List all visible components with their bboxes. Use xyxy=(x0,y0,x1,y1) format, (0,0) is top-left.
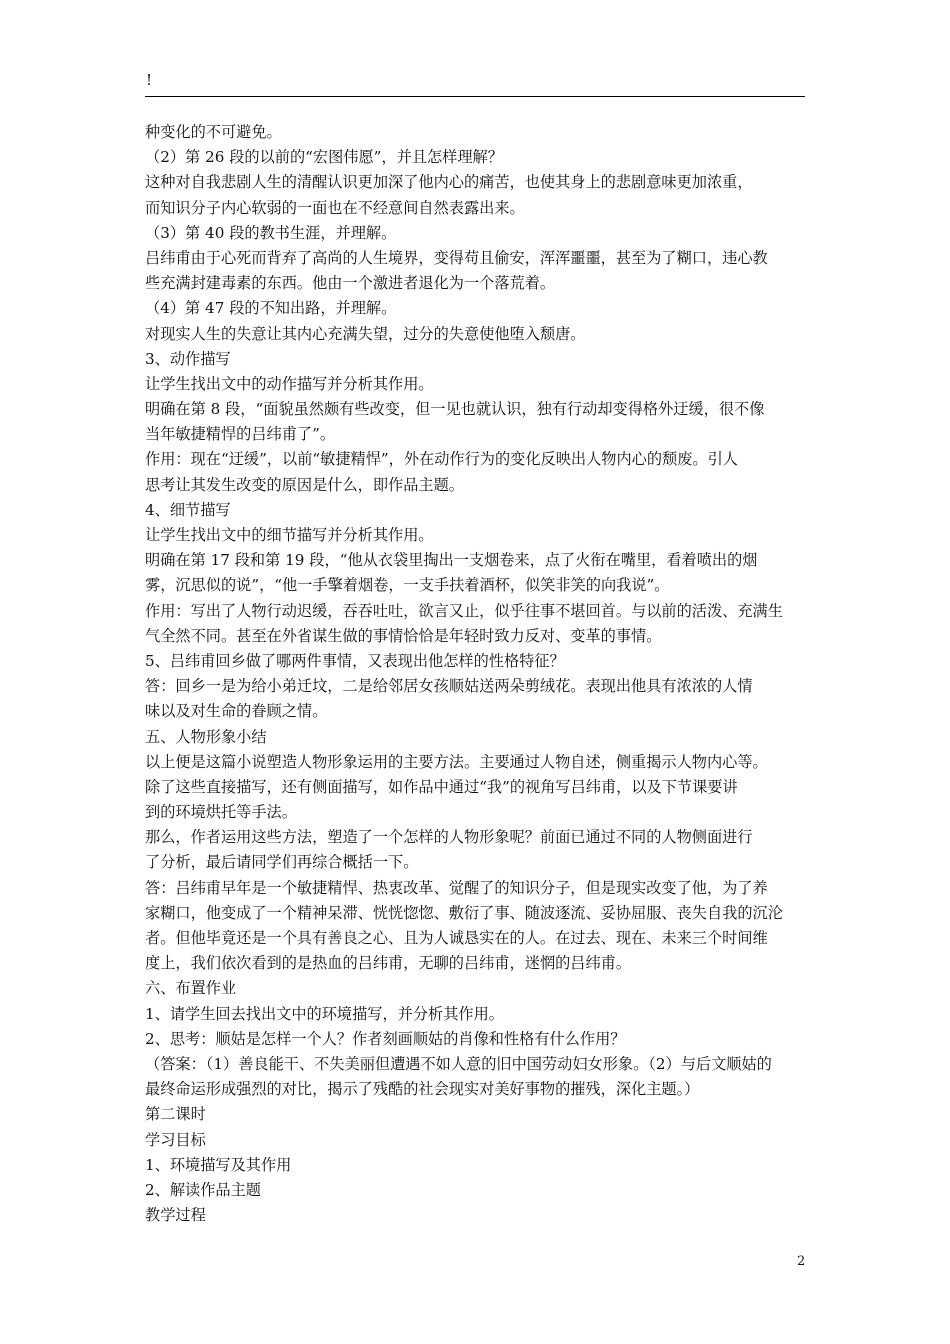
text-line: 让学生找出文中的细节描写并分析其作用。 xyxy=(145,526,434,544)
text-line: 2、思考：顺姑是怎样一个人？作者刻画顺姑的肖像和性格有什么作用？ xyxy=(145,1029,626,1048)
section-heading: 五、人物形象小结 xyxy=(145,727,267,746)
text-line: 作用：写出了人物行动迟缓，吞吞吐吐，欲言又止，似乎往事不堪回首。与以前的活泼、充满生 xyxy=(145,601,783,620)
section-heading: 第二课时 xyxy=(145,1105,206,1124)
text-line: 雾，沉思似的说”，“他一手擎着烟卷，一支手扶着酒杯，似笑非笑的向我说”。 xyxy=(145,576,670,595)
section-heading: 5、吕纬甫回乡做了哪两件事情，又表现出他怎样的性格特征？ xyxy=(145,651,565,670)
text-line: 明确在第 8 段，“面貌虽然颇有些改变，但一见也就认识，独有行动却变得格外迂缓，很不像 xyxy=(145,400,765,419)
text-line: （4）第 47 段的不知出路，并理解。 xyxy=(145,299,397,318)
text-line: （答案：（1）善良能干、不失美丽但遭遇不如人意的旧中国劳动妇女形象。（2）与后文顺姑的 xyxy=(145,1054,772,1073)
text-line: （3）第 40 段的教书生涯，并理解。 xyxy=(145,223,397,242)
text-line: 气全然不同。甚至在外省谋生做的事情恰恰是年轻时致力反对、变革的事情。 xyxy=(145,626,662,645)
text-line: 那么，作者运用这些方法，塑造了一个怎样的人物形象呢？前面已通过不同的人物侧面进行 xyxy=(145,828,753,847)
text-line: 让学生找出文中的动作描写并分析其作用。 xyxy=(145,374,434,393)
document-body xyxy=(145,120,815,1228)
section-heading: 学习目标 xyxy=(145,1130,206,1149)
text-line: 最终命运形成强烈的对比，揭示了残酷的社会现实对美好事物的摧残，深化主题。） xyxy=(145,1080,700,1099)
text-line: 1、请学生回去找出文中的环境描写，并分析其作用。 xyxy=(145,1004,504,1023)
text-line: 这种对自我悲剧人生的清醒认识更加深了他内心的痛苦，也使其身上的悲剧意味更加浓重， xyxy=(145,173,753,192)
text-line: 度上，我们依次看到的是热血的吕纬甫，无聊的吕纬甫，迷惘的吕纬甫。 xyxy=(145,954,631,973)
text-line: 明确在第 17 段和第 19 段，“他从衣袋里掏出一支烟卷来，点了火衔在嘴里，看着喷出的烟 xyxy=(145,551,758,570)
text-line: 当年敏捷精悍的吕纬甫了”。 xyxy=(145,425,336,444)
text-line: 思考让其发生改变的原因是什么，即作品主题。 xyxy=(145,475,464,494)
text-line: 吕纬甫由于心死而背弃了高尚的人生境界，变得苟且偷安，浑浑噩噩，甚至为了糊口，违心教 xyxy=(145,248,768,267)
section-heading: 教学过程 xyxy=(145,1206,206,1225)
text-line: 除了这些直接描写，还有侧面描写，如作品中通过“我”的视角写吕纬甫，以及下节课要讲 xyxy=(145,777,738,796)
text-line: 家糊口，他变成了一个精神呆滞、恍恍惚惚、敷衍了事、随波逐流、妥协屈服、丧失自我的沉沦 xyxy=(145,903,783,922)
text-line: 而知识分子内心软弱的一面也在不经意间自然表露出来。 xyxy=(145,198,525,217)
text-line: 2、解读作品主题 xyxy=(145,1180,261,1199)
text-line: 种变化的不可避免。 xyxy=(145,123,282,141)
text-line: 答：回乡一是为给小弟迁坟，二是给邻居女孩顺姑送两朵剪绒花。表现出他具有浓浓的人情 xyxy=(145,677,753,696)
text-line: 味以及对生命的眷顾之情。 xyxy=(145,702,328,721)
header-mark: ! xyxy=(146,71,153,89)
page-number: 2 xyxy=(797,1254,806,1269)
section-heading: 3、动作描写 xyxy=(145,349,231,368)
text-line: 者。但他毕竟还是一个具有善良之心、且为人诚恳实在的人。在过去、现在、未来三个时间维 xyxy=(145,929,768,947)
text-line: 答：吕纬甫早年是一个敏捷精悍、热衷改革、觉醒了的知识分子，但是现实改变了他，为了养 xyxy=(145,878,768,897)
text-line: 1、环境描写及其作用 xyxy=(145,1155,292,1174)
section-heading: 4、细节描写 xyxy=(145,500,231,519)
text-line: 以上便是这篇小说塑造人物形象运用的主要方法。主要通过人物自述，侧重揭示人物内心等。 xyxy=(145,752,768,771)
text-line: 了分析，最后请同学们再综合概括一下。 xyxy=(145,853,419,872)
text-line: （2）第 26 段的以前的“宏图伟愿”，并且怎样理解？ xyxy=(145,148,503,167)
text-line: 些充满封建毒素的东西。他由一个激进者退化为一个落荒着。 xyxy=(145,274,556,293)
text-line: 到的环境烘托等手法。 xyxy=(145,803,297,822)
header-rule xyxy=(145,96,805,97)
text-line: 对现实人生的失意让其内心充满失望，过分的失意使他堕入颓唐。 xyxy=(145,324,586,343)
text-line: 作用：现在“迂缓”，以前“敏捷精悍”，外在动作行为的变化反映出人物内心的颓废。引人 xyxy=(145,450,738,469)
section-heading: 六、布置作业 xyxy=(145,979,237,998)
